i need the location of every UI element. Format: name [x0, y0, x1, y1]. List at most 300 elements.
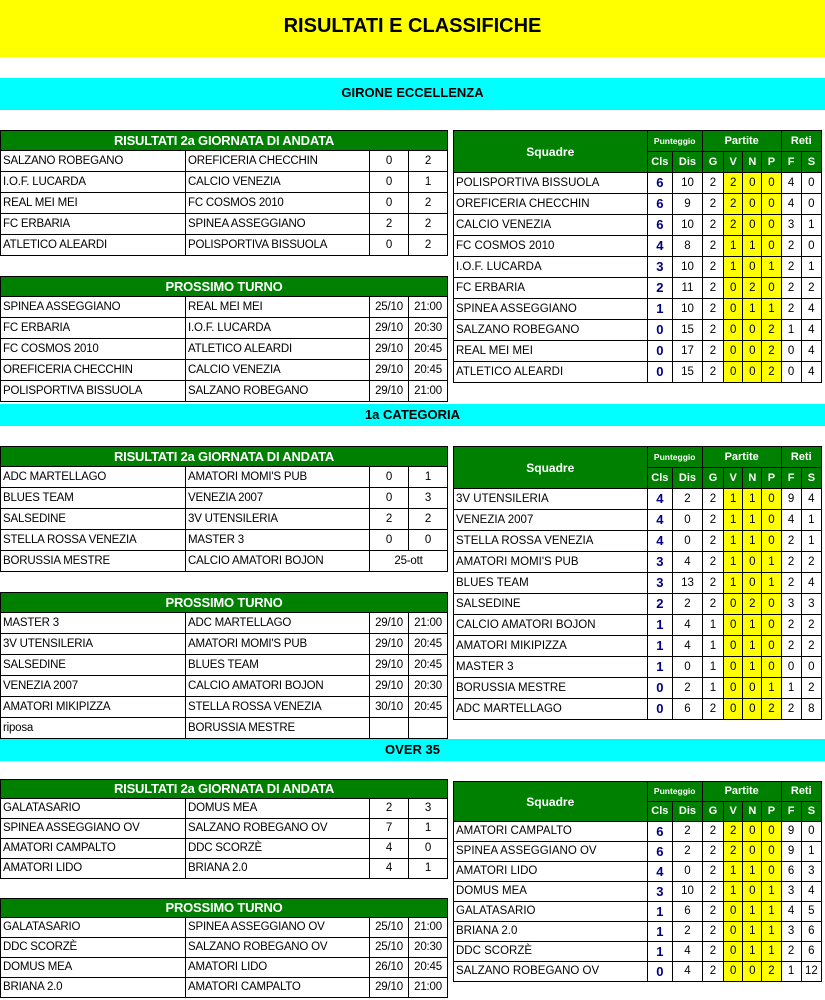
- match-date: 29/10: [370, 381, 409, 402]
- goals-for: 9: [781, 489, 801, 510]
- goals-against: 4: [801, 299, 821, 320]
- table-row: [1, 938, 448, 958]
- goals-against: 0: [801, 173, 821, 194]
- away-team: VENEZIA 2007: [186, 488, 370, 509]
- draws: 0: [743, 573, 762, 594]
- home-team: BORUSSIA MESTRE: [1, 551, 186, 572]
- home-team: SPINEA ASSEGGIANO OV: [1, 819, 186, 839]
- dis-header: Dis: [673, 802, 703, 822]
- away-team: FC COSMOS 2010: [186, 193, 370, 214]
- home-goals: 4: [370, 859, 409, 879]
- losses: 2: [762, 320, 781, 341]
- discipline: 10: [673, 299, 703, 320]
- losses: 1: [762, 573, 781, 594]
- goals-for: 9: [781, 842, 801, 862]
- team-name: OREFICERIA CHECCHIN: [454, 194, 648, 215]
- punteggio-header: Punteggio: [647, 131, 702, 152]
- table-row: [1, 172, 448, 193]
- points: 4: [647, 236, 673, 257]
- discipline: 15: [673, 362, 703, 383]
- draws: 1: [743, 657, 762, 678]
- goals-against: 6: [801, 922, 821, 942]
- points: 6: [647, 842, 673, 862]
- goals-for: 3: [781, 594, 801, 615]
- page-title-bar: [0, 0, 825, 57]
- standings-header-row: [454, 782, 822, 802]
- reti-header: Reti: [781, 131, 821, 152]
- points: 0: [647, 678, 673, 699]
- results-title: RISULTATI 2a GIORNATA DI ANDATA: [1, 131, 448, 151]
- discipline: 0: [673, 862, 703, 882]
- discipline: 17: [673, 341, 703, 362]
- goals-for: 2: [781, 299, 801, 320]
- goals-for: 1: [781, 678, 801, 699]
- points: 0: [647, 362, 673, 383]
- goals-against: 1: [801, 842, 821, 862]
- points: 0: [647, 341, 673, 362]
- away-goals: 1: [409, 172, 448, 193]
- home-team: GALATASARIO: [1, 799, 186, 819]
- standings-row: [454, 699, 822, 720]
- g-header: G: [702, 802, 723, 822]
- points: 4: [647, 489, 673, 510]
- points: 2: [647, 278, 673, 299]
- home-team: SPINEA ASSEGGIANO: [1, 297, 186, 318]
- team-name: BORUSSIA MESTRE: [454, 678, 648, 699]
- team-name: AMATORI CAMPALTO: [454, 822, 648, 842]
- wins: 1: [724, 573, 743, 594]
- draws: 0: [743, 552, 762, 573]
- standings-row: [454, 320, 822, 341]
- home-goals: 2: [370, 509, 409, 530]
- wins: 0: [724, 341, 743, 362]
- draws: 0: [743, 341, 762, 362]
- goals-for: 2: [781, 942, 801, 962]
- losses: 1: [762, 902, 781, 922]
- table-row: [1, 193, 448, 214]
- wins: 0: [724, 615, 743, 636]
- page-title: RISULTATI E CLASSIFICHE: [283, 15, 542, 37]
- team-name: DOMUS MEA: [454, 882, 648, 902]
- standings-row: [454, 257, 822, 278]
- away-goals: 1: [409, 819, 448, 839]
- wins: 1: [724, 510, 743, 531]
- n-header: N: [743, 468, 762, 489]
- goals-for: 4: [781, 194, 801, 215]
- goals-against: 6: [801, 942, 821, 962]
- discipline: 15: [673, 320, 703, 341]
- next-header-row: [1, 899, 448, 918]
- points: 2: [647, 594, 673, 615]
- losses: 1: [762, 257, 781, 278]
- played: 2: [702, 299, 723, 320]
- standings-row: [454, 594, 822, 615]
- away-team: SALZANO ROBEGANO OV: [186, 819, 370, 839]
- f-header: F: [781, 802, 801, 822]
- squadre-header: Squadre: [454, 447, 648, 489]
- home-goals: 2: [370, 214, 409, 235]
- points: 6: [647, 822, 673, 842]
- standings-row: [454, 173, 822, 194]
- away-goals: 1: [409, 859, 448, 879]
- home-team: FC ERBARIA: [1, 318, 186, 339]
- played: 2: [702, 594, 723, 615]
- away-team: I.O.F. LUCARDA: [186, 318, 370, 339]
- losses: 0: [762, 531, 781, 552]
- points: 0: [647, 699, 673, 720]
- goals-for: 4: [781, 510, 801, 531]
- wins: 0: [724, 902, 743, 922]
- table-row: [1, 381, 448, 402]
- home-team: 3V UTENSILERIA: [1, 634, 186, 655]
- draws: 1: [743, 489, 762, 510]
- goals-against: 4: [801, 341, 821, 362]
- points: 4: [647, 531, 673, 552]
- match-date: 25/10: [370, 918, 409, 938]
- away-goals: 2: [409, 509, 448, 530]
- dis-header: Dis: [673, 152, 703, 173]
- goals-against: 12: [801, 962, 821, 982]
- home-goals: 7: [370, 819, 409, 839]
- points: 4: [647, 862, 673, 882]
- standings-row: [454, 299, 822, 320]
- goals-against: 1: [801, 510, 821, 531]
- home-goals: 4: [370, 839, 409, 859]
- match-time: 20:30: [409, 676, 448, 697]
- away-team: POLISPORTIVA BISSUOLA: [186, 235, 370, 256]
- match-time: 20:45: [409, 655, 448, 676]
- points: 6: [647, 215, 673, 236]
- results-table: [0, 779, 448, 879]
- goals-for: 2: [781, 573, 801, 594]
- away-team: AMATORI CAMPALTO: [186, 978, 370, 998]
- match-date: 25/10: [370, 297, 409, 318]
- goals-for: 1: [781, 962, 801, 982]
- wins: 2: [724, 173, 743, 194]
- table-row: [1, 918, 448, 938]
- next-header-row: [1, 277, 448, 297]
- away-team: OREFICERIA CHECCHIN: [186, 151, 370, 172]
- losses: 1: [762, 678, 781, 699]
- wins: 0: [724, 299, 743, 320]
- home-team: BLUES TEAM: [1, 488, 186, 509]
- discipline: 4: [673, 615, 703, 636]
- played: 2: [702, 362, 723, 383]
- match-date: [370, 718, 409, 739]
- match-date: 29/10: [370, 339, 409, 360]
- discipline: 2: [673, 594, 703, 615]
- team-name: AMATORI MIKIPIZZA: [454, 636, 648, 657]
- discipline: 2: [673, 489, 703, 510]
- losses: 0: [762, 510, 781, 531]
- draws: 0: [743, 362, 762, 383]
- next-header-row: [1, 593, 448, 613]
- standings-row: [454, 657, 822, 678]
- losses: 0: [762, 822, 781, 842]
- played: 2: [702, 278, 723, 299]
- table-row: [1, 339, 448, 360]
- team-name: ADC MARTELLAGO: [454, 699, 648, 720]
- discipline: 4: [673, 636, 703, 657]
- away-team: CALCIO AMATORI BOJON: [186, 551, 370, 572]
- wins: 2: [724, 194, 743, 215]
- next-title: PROSSIMO TURNO: [1, 277, 448, 297]
- away-team: BRIANA 2.0: [186, 859, 370, 879]
- table-row: [1, 235, 448, 256]
- home-goals: 0: [370, 530, 409, 551]
- away-team: SPINEA ASSEGGIANO: [186, 214, 370, 235]
- away-team: ATLETICO ALEARDI: [186, 339, 370, 360]
- losses: 0: [762, 657, 781, 678]
- team-name: BLUES TEAM: [454, 573, 648, 594]
- discipline: 2: [673, 922, 703, 942]
- wins: 1: [724, 489, 743, 510]
- goals-for: 2: [781, 615, 801, 636]
- reti-header: Reti: [781, 782, 821, 802]
- goals-for: 6: [781, 862, 801, 882]
- away-team: DOMUS MEA: [186, 799, 370, 819]
- team-name: I.O.F. LUCARDA: [454, 257, 648, 278]
- draws: 0: [743, 882, 762, 902]
- wins: 0: [724, 636, 743, 657]
- section-title: 1a CATEGORIA: [364, 407, 461, 422]
- discipline: 8: [673, 236, 703, 257]
- goals-for: 9: [781, 822, 801, 842]
- standings-table: [453, 130, 822, 383]
- away-goals: 1: [409, 467, 448, 488]
- home-goals: 0: [370, 488, 409, 509]
- away-team: SALZANO ROBEGANO: [186, 381, 370, 402]
- draws: 0: [743, 842, 762, 862]
- home-team: VENEZIA 2007: [1, 676, 186, 697]
- team-name: STELLA ROSSA VENEZIA: [454, 531, 648, 552]
- played: 2: [702, 922, 723, 942]
- standings-row: [454, 636, 822, 657]
- played: 2: [702, 573, 723, 594]
- table-row: [1, 297, 448, 318]
- match-date: 29/10: [370, 360, 409, 381]
- away-team: CALCIO VENEZIA: [186, 172, 370, 193]
- goals-against: 1: [801, 215, 821, 236]
- discipline: 13: [673, 573, 703, 594]
- wins: 2: [724, 215, 743, 236]
- match-date: 29/10: [370, 634, 409, 655]
- draws: 0: [743, 194, 762, 215]
- table-row: [1, 509, 448, 530]
- away-goals: 2: [409, 214, 448, 235]
- home-goals: 0: [370, 193, 409, 214]
- home-team: SALZANO ROBEGANO: [1, 151, 186, 172]
- away-team: CALCIO VENEZIA: [186, 360, 370, 381]
- points: 1: [647, 299, 673, 320]
- match-date: 29/10: [370, 318, 409, 339]
- away-team: AMATORI LIDO: [186, 958, 370, 978]
- points: 1: [647, 942, 673, 962]
- wins: 0: [724, 362, 743, 383]
- away-goals: 3: [409, 799, 448, 819]
- away-goals: 2: [409, 235, 448, 256]
- played: 2: [702, 489, 723, 510]
- match-time: 20:45: [409, 360, 448, 381]
- section-band: [0, 739, 825, 761]
- discipline: 10: [673, 173, 703, 194]
- draws: 2: [743, 594, 762, 615]
- goals-for: 2: [781, 699, 801, 720]
- partite-header: Partite: [702, 131, 781, 152]
- wins: 1: [724, 862, 743, 882]
- wins: 1: [724, 257, 743, 278]
- played: 2: [702, 215, 723, 236]
- discipline: 9: [673, 194, 703, 215]
- discipline: 11: [673, 278, 703, 299]
- table-row: [1, 613, 448, 634]
- wins: 1: [724, 531, 743, 552]
- match-time: 20:30: [409, 938, 448, 958]
- home-team: BRIANA 2.0: [1, 978, 186, 998]
- match-time: 20:45: [409, 697, 448, 718]
- losses: 2: [762, 341, 781, 362]
- away-team: BLUES TEAM: [186, 655, 370, 676]
- home-goals: 0: [370, 151, 409, 172]
- wins: 0: [724, 942, 743, 962]
- draws: 0: [743, 699, 762, 720]
- team-name: DDC SCORZÈ: [454, 942, 648, 962]
- played: 2: [702, 236, 723, 257]
- away-goals: 2: [409, 151, 448, 172]
- f-header: F: [781, 468, 801, 489]
- team-name: ATLETICO ALEARDI: [454, 362, 648, 383]
- losses: 2: [762, 362, 781, 383]
- points: 3: [647, 257, 673, 278]
- standings-header-row: [454, 131, 822, 152]
- standings-row: [454, 552, 822, 573]
- draws: 1: [743, 236, 762, 257]
- wins: 0: [724, 922, 743, 942]
- away-goals: 0: [409, 839, 448, 859]
- wins: 1: [724, 236, 743, 257]
- s-header: S: [801, 802, 821, 822]
- goals-against: 2: [801, 552, 821, 573]
- goals-for: 0: [781, 341, 801, 362]
- losses: 1: [762, 552, 781, 573]
- table-row: [1, 978, 448, 998]
- played: 2: [702, 510, 723, 531]
- standings-row: [454, 194, 822, 215]
- home-team: riposa: [1, 718, 186, 739]
- partite-header: Partite: [702, 782, 781, 802]
- discipline: 2: [673, 678, 703, 699]
- discipline: 10: [673, 215, 703, 236]
- wins: 0: [724, 594, 743, 615]
- away-team: SPINEA ASSEGGIANO OV: [186, 918, 370, 938]
- home-team: ADC MARTELLAGO: [1, 467, 186, 488]
- standings-row: [454, 215, 822, 236]
- g-header: G: [702, 152, 723, 173]
- home-team: DDC SCORZÈ: [1, 938, 186, 958]
- away-team: BORUSSIA MESTRE: [186, 718, 370, 739]
- losses: 0: [762, 615, 781, 636]
- match-time: 20:45: [409, 634, 448, 655]
- home-team: SALSEDINE: [1, 655, 186, 676]
- team-name: FC COSMOS 2010: [454, 236, 648, 257]
- wins: 0: [724, 278, 743, 299]
- table-row: [1, 551, 448, 572]
- team-name: CALCIO AMATORI BOJON: [454, 615, 648, 636]
- points: 4: [647, 510, 673, 531]
- match-date: 29/10: [370, 978, 409, 998]
- home-goals: 0: [370, 467, 409, 488]
- draws: 1: [743, 862, 762, 882]
- losses: 0: [762, 636, 781, 657]
- away-team: CALCIO AMATORI BOJON: [186, 676, 370, 697]
- goals-against: 4: [801, 573, 821, 594]
- team-name: SALZANO ROBEGANO OV: [454, 962, 648, 982]
- match-time: 21:00: [409, 381, 448, 402]
- home-team: OREFICERIA CHECCHIN: [1, 360, 186, 381]
- table-row: [1, 697, 448, 718]
- next-round-table: [0, 276, 448, 402]
- home-goals: 0: [370, 172, 409, 193]
- draws: 1: [743, 531, 762, 552]
- goals-against: 4: [801, 882, 821, 902]
- team-name: CALCIO VENEZIA: [454, 215, 648, 236]
- away-team: STELLA ROSSA VENEZIA: [186, 697, 370, 718]
- standings-row: [454, 489, 822, 510]
- home-team: FC ERBARIA: [1, 214, 186, 235]
- home-team: DOMUS MEA: [1, 958, 186, 978]
- match-time: 21:00: [409, 978, 448, 998]
- next-title: PROSSIMO TURNO: [1, 593, 448, 613]
- next-title: PROSSIMO TURNO: [1, 899, 448, 918]
- draws: 0: [743, 962, 762, 982]
- played: 1: [702, 678, 723, 699]
- match-time: [409, 718, 448, 739]
- home-goals: 0: [370, 235, 409, 256]
- team-name: BRIANA 2.0: [454, 922, 648, 942]
- played: 2: [702, 882, 723, 902]
- match-date: 30/10: [370, 697, 409, 718]
- losses: 0: [762, 215, 781, 236]
- match-time: 21:00: [409, 918, 448, 938]
- standings-row: [454, 341, 822, 362]
- discipline: 0: [673, 657, 703, 678]
- goals-for: 0: [781, 362, 801, 383]
- standings-row: [454, 236, 822, 257]
- draws: 0: [743, 215, 762, 236]
- table-row: [1, 718, 448, 739]
- team-name: SALZANO ROBEGANO: [454, 320, 648, 341]
- home-team: AMATORI MIKIPIZZA: [1, 697, 186, 718]
- standings-row: [454, 362, 822, 383]
- points: 1: [647, 657, 673, 678]
- wins: 0: [724, 962, 743, 982]
- s-header: S: [801, 152, 821, 173]
- losses: 1: [762, 299, 781, 320]
- next-round-table: [0, 592, 448, 739]
- standings-row: [454, 510, 822, 531]
- played: 2: [702, 173, 723, 194]
- table-row: [1, 634, 448, 655]
- table-row: [1, 676, 448, 697]
- squadre-header: Squadre: [454, 782, 648, 822]
- goals-for: 2: [781, 236, 801, 257]
- draws: 1: [743, 615, 762, 636]
- wins: 1: [724, 552, 743, 573]
- goals-against: 4: [801, 320, 821, 341]
- draws: 0: [743, 678, 762, 699]
- away-goals: 3: [409, 488, 448, 509]
- home-goals: 2: [370, 799, 409, 819]
